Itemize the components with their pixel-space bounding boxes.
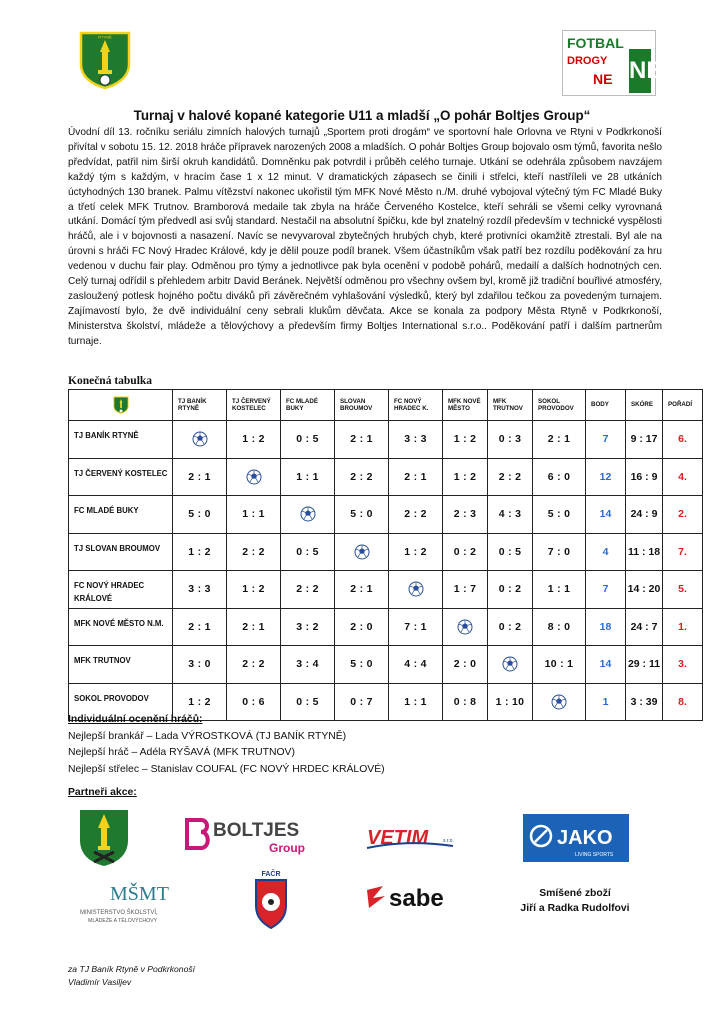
awards-section bbox=[68, 712, 628, 778]
header-team-1: TJ ČERVENÝ KOSTELEC bbox=[227, 390, 281, 421]
facr-name: FAČR bbox=[261, 871, 281, 878]
boltjes-sub: Group bbox=[269, 841, 305, 855]
intro-paragraph: Úvodní díl 13. ročníku seriálu zimních halových turnajů „Sportem proti drogám“ ve sportovní hale Orlovna ve Rtyni v Podkrkonoší přivítal v sobotu 15. 12. 2018 hráče přípravek narozených 2008 a mladších. O pohár Boltjes Group bojovalo osm týmů, favorita nešlo předvídat, patřil nim širší okruh kandidátů. Domněnku pak potvrdil i průběh celého turnaje. Utkání se odehrála způsobem navzájem každý tým s každým, v hracím čase 1 x 12 minut. V dramatických zápasech se činili i střelci, kteří nastříleli ve 28 utkáních úctyhodných 130 branek. Palmu vítězství nakonec ukořistil tým MFK Nové Město n./M. druhé vybojoval výtečný tým FC Mladé Buky a třetí celek MFK Trutnov. Bramborová medaile tak zbyla na hráče Červeného Kostelce, kteří sehráli se všemi celky vyrovnaná utkání. Domácí tým předvedl asi svůj standard. Nestačil na absolutní špičku, kde byl znatelný rozdíl především v technické vyspělosti hráčů, ale i v bojovnosti a nasazení. Navíc se nevyvaroval zbytečných hrubých chyb, které protivníci okamžitě ztrestali. Byl ale na úrovni s hráči FC Nový Hradec Králové, kdy je dělil pouze podíl branek. Všem účastníkům však patří bez rozdílu poděkování za hru vedenou v duchu fair play. Odměnou pro týmy a jednotlivce pak byla ocenění v podobě pohárů, medailí a dalších hodnotných cen. Celý turnaj odřídil s přehledem arbitr David Beránek. Největší odměnou pro všechny ovšem byl, kromě již tradiční bouřlivé atmosféry, zasloužený potlesk hojného počtu diváků při závěrečném vyhlašování výsledků, který byl zdařilou tečkou za povedeným turnajem. Zajímavostí bylo, že dvě individuální ceny sebrali klukům děvčata. Akce se konala za podpory Města Rtyně v Podkrkonoší, Ministerstva školství, mládeže a tělovýchovy a především firmy Boltjes International s.r.o.. Poděkování patří i dalším partnerům turnaje. bbox=[68, 127, 662, 347]
jako-name: JAKO bbox=[557, 827, 613, 849]
table-row bbox=[69, 608, 703, 646]
rank-cell: 5. bbox=[663, 571, 703, 609]
row-team-name: FC NOVÝ HRADEC KRÁLOVÉ bbox=[69, 571, 173, 609]
match-result-cell: 2 : 1 bbox=[533, 421, 586, 459]
match-result-cell: 0 : 6 bbox=[227, 683, 281, 721]
soccer-ball-icon bbox=[551, 694, 567, 710]
match-result-cell: 2 : 1 bbox=[173, 608, 227, 646]
rank-cell: 1. bbox=[663, 608, 703, 646]
match-result-cell: 4 : 4 bbox=[389, 646, 443, 684]
match-result-cell: 1 : 2 bbox=[443, 421, 488, 459]
award-item: Nejlepší brankář – Lada VÝROSTKOVÁ (TJ BANÍK RTYNĚ) bbox=[68, 730, 347, 742]
match-result-cell: 7 : 0 bbox=[533, 533, 586, 571]
score-total-cell: 9 : 17 bbox=[626, 421, 663, 459]
match-result-cell: 0 : 8 bbox=[443, 683, 488, 721]
tj-banik-rtyne-crest-icon bbox=[78, 30, 132, 90]
row-team-name: FC MLADÉ BUKY bbox=[69, 496, 173, 534]
match-result-cell: 5 : 0 bbox=[533, 496, 586, 534]
score-total-cell: 16 : 9 bbox=[626, 458, 663, 496]
match-result-cell: 2 : 1 bbox=[173, 458, 227, 496]
match-result-cell: 2 : 1 bbox=[335, 571, 389, 609]
match-result-cell: 2 : 1 bbox=[335, 421, 389, 459]
match-result-cell: 2 : 2 bbox=[335, 458, 389, 496]
award-item: Nejlepší hráč – Adéla RYŠAVÁ (MFK TRUTNOV) bbox=[68, 747, 295, 758]
match-result-cell: 2 : 2 bbox=[227, 646, 281, 684]
match-result-cell: 1 : 1 bbox=[389, 683, 443, 721]
rank-cell: 7. bbox=[663, 533, 703, 571]
soccer-ball-icon bbox=[408, 581, 424, 597]
match-result-cell: 1 : 2 bbox=[227, 571, 281, 609]
msmt-line2: MLÁDEŽE A TĚLOVÝCHOVY bbox=[88, 918, 158, 924]
table-row bbox=[69, 421, 703, 459]
self-match-cell bbox=[488, 646, 533, 684]
score-total-cell: 24 : 7 bbox=[626, 608, 663, 646]
header-score: SKÓRE bbox=[626, 390, 663, 421]
points-cell: 14 bbox=[586, 646, 626, 684]
sabe-logo bbox=[365, 882, 461, 912]
match-result-cell: 0 : 5 bbox=[281, 683, 335, 721]
match-result-cell: 5 : 0 bbox=[335, 496, 389, 534]
header-team-4: FC NOVÝ HRADEC K. bbox=[389, 390, 443, 421]
table-row bbox=[69, 458, 703, 496]
match-result-cell: 1 : 1 bbox=[281, 458, 335, 496]
self-match-cell bbox=[389, 571, 443, 609]
match-result-cell: 2 : 3 bbox=[443, 496, 488, 534]
rank-cell: 8. bbox=[663, 683, 703, 721]
fotbal-logo-line2: DROGY bbox=[567, 55, 608, 67]
page-title: Turnaj v halové kopané kategorie U11 a mladší „O pohár Boltjes Group“ bbox=[133, 108, 591, 123]
match-result-cell: 10 : 1 bbox=[533, 646, 586, 684]
awards-heading: Individuální ocenění hráčů: bbox=[68, 714, 203, 725]
row-team-name: TJ SLOVAN BROUMOV bbox=[69, 533, 173, 571]
match-result-cell: 5 : 0 bbox=[173, 496, 227, 534]
row-team-name: TJ ČERVENÝ KOSTELEC bbox=[69, 458, 173, 496]
sabe-name: sabe bbox=[389, 885, 444, 912]
points-cell: 14 bbox=[586, 496, 626, 534]
partners-heading: Partneři akce: bbox=[68, 787, 137, 798]
match-result-cell: 0 : 2 bbox=[488, 608, 533, 646]
soccer-ball-icon bbox=[354, 544, 370, 560]
header-team-2: FC MLADÉ BUKY bbox=[281, 390, 335, 421]
match-result-cell: 2 : 2 bbox=[227, 533, 281, 571]
row-team-name: TJ BANÍK RTYNĚ bbox=[69, 421, 173, 459]
self-match-cell bbox=[173, 421, 227, 459]
header-team-7: SOKOL PROVODOV bbox=[533, 390, 586, 421]
tj-banik-rtyne-crest-icon bbox=[113, 396, 129, 414]
header-rank: POŘADÍ bbox=[663, 390, 703, 421]
match-result-cell: 1 : 2 bbox=[389, 533, 443, 571]
match-result-cell: 0 : 5 bbox=[488, 533, 533, 571]
match-result-cell: 8 : 0 bbox=[533, 608, 586, 646]
match-result-cell: 1 : 2 bbox=[227, 421, 281, 459]
match-result-cell: 1 : 1 bbox=[227, 496, 281, 534]
soccer-ball-icon bbox=[502, 656, 518, 672]
match-result-cell: 2 : 1 bbox=[227, 608, 281, 646]
vetim-suffix: s.r.o. bbox=[443, 838, 454, 844]
fotbal-logo-line1: FOTBAL bbox=[567, 35, 624, 51]
match-result-cell: 2 : 1 bbox=[389, 458, 443, 496]
score-total-cell: 3 : 39 bbox=[626, 683, 663, 721]
match-result-cell: 0 : 2 bbox=[443, 533, 488, 571]
match-result-cell: 2 : 2 bbox=[488, 458, 533, 496]
table-title: Konečná tabulka bbox=[68, 375, 153, 387]
match-result-cell: 0 : 7 bbox=[335, 683, 389, 721]
score-total-cell: 29 : 11 bbox=[626, 646, 663, 684]
points-cell: 4 bbox=[586, 533, 626, 571]
match-result-cell: 0 : 3 bbox=[488, 421, 533, 459]
match-result-cell: 0 : 2 bbox=[488, 571, 533, 609]
results-body bbox=[69, 421, 703, 721]
self-match-cell bbox=[335, 533, 389, 571]
award-item: Nejlepší střelec – Stanislav COUFAL (FC NOVÝ HRDEC KRÁLOVÉ) bbox=[68, 763, 385, 775]
match-result-cell: 6 : 0 bbox=[533, 458, 586, 496]
match-result-cell: 1 : 1 bbox=[533, 571, 586, 609]
header-team-6: MFK TRUTNOV bbox=[488, 390, 533, 421]
score-total-cell: 24 : 9 bbox=[626, 496, 663, 534]
match-result-cell: 3 : 3 bbox=[389, 421, 443, 459]
table-row bbox=[69, 533, 703, 571]
header-points: BODY bbox=[586, 390, 626, 421]
score-total-cell: 11 : 18 bbox=[626, 533, 663, 571]
jako-sub: LIVING SPORTS bbox=[575, 852, 614, 858]
points-cell: 18 bbox=[586, 608, 626, 646]
soccer-ball-icon bbox=[192, 431, 208, 447]
match-result-cell: 4 : 3 bbox=[488, 496, 533, 534]
vetim-logo bbox=[365, 822, 465, 852]
points-cell: 7 bbox=[586, 571, 626, 609]
header-team-0: TJ BANÍK RTYNĚ bbox=[173, 390, 227, 421]
match-result-cell: 1 : 2 bbox=[173, 683, 227, 721]
row-team-name: MFK NOVÉ MĚSTO N.M. bbox=[69, 608, 173, 646]
rank-cell: 2. bbox=[663, 496, 703, 534]
msmt-line1: MINISTERSTVO ŠKOLSTVÍ, bbox=[80, 910, 158, 916]
table-row bbox=[69, 496, 703, 534]
match-result-cell: 3 : 3 bbox=[173, 571, 227, 609]
row-team-name: SOKOL PROVODOV bbox=[69, 683, 173, 721]
table-row bbox=[69, 571, 703, 609]
score-total-cell: 14 : 20 bbox=[626, 571, 663, 609]
points-cell: 1 bbox=[586, 683, 626, 721]
msmt-logo bbox=[78, 876, 188, 926]
table-row bbox=[69, 646, 703, 684]
match-result-cell: 2 : 2 bbox=[281, 571, 335, 609]
svg-text:RTYNĚ: RTYNĚ bbox=[98, 34, 112, 40]
match-result-cell: 5 : 0 bbox=[335, 646, 389, 684]
signature-line2: Vladimír Vasiljev bbox=[68, 977, 132, 987]
self-match-cell bbox=[443, 608, 488, 646]
match-result-cell: 7 : 1 bbox=[389, 608, 443, 646]
match-result-cell: 2 : 0 bbox=[335, 608, 389, 646]
row-team-name: MFK TRUTNOV bbox=[69, 646, 173, 684]
facr-logo bbox=[252, 868, 290, 930]
shop-partner bbox=[505, 886, 645, 916]
self-match-cell bbox=[227, 458, 281, 496]
svg-text:MŠMT: MŠMT bbox=[110, 883, 169, 905]
match-result-cell: 3 : 0 bbox=[173, 646, 227, 684]
match-result-cell: 1 : 2 bbox=[443, 458, 488, 496]
rank-cell: 6. bbox=[663, 421, 703, 459]
rank-cell: 3. bbox=[663, 646, 703, 684]
match-result-cell: 2 : 0 bbox=[443, 646, 488, 684]
match-result-cell: 3 : 2 bbox=[281, 608, 335, 646]
signature bbox=[68, 963, 195, 989]
points-cell: 7 bbox=[586, 421, 626, 459]
fotbal-logo-line3: NE bbox=[593, 71, 613, 87]
match-result-cell: 1 : 10 bbox=[488, 683, 533, 721]
jako-logo bbox=[523, 814, 629, 862]
points-cell: 12 bbox=[586, 458, 626, 496]
rtyne-coat-of-arms-icon bbox=[78, 808, 130, 868]
header-team-3: SLOVAN BROUMOV bbox=[335, 390, 389, 421]
match-result-cell: 3 : 4 bbox=[281, 646, 335, 684]
soccer-ball-icon bbox=[457, 619, 473, 635]
match-result-cell: 2 : 2 bbox=[389, 496, 443, 534]
boltjes-logo bbox=[183, 814, 313, 856]
results-table bbox=[68, 389, 703, 721]
fotbal-logo-side: NE bbox=[629, 49, 651, 93]
match-result-cell: 1 : 7 bbox=[443, 571, 488, 609]
soccer-ball-icon bbox=[246, 469, 262, 485]
self-match-cell bbox=[281, 496, 335, 534]
rank-cell: 4. bbox=[663, 458, 703, 496]
signature-line1: za TJ Baník Rtyně v Podkrkonoší bbox=[68, 964, 196, 974]
match-result-cell: 1 : 2 bbox=[173, 533, 227, 571]
boltjes-name: BOLTJES bbox=[213, 820, 300, 841]
fotbal-drogy-ne-logo bbox=[562, 30, 663, 96]
shop-line1: Smíšené zboží bbox=[539, 888, 611, 899]
table-corner bbox=[69, 390, 173, 421]
table-header-row bbox=[69, 390, 703, 421]
vetim-name: VETIM bbox=[367, 827, 429, 849]
shop-line2: Jiří a Radka Rudolfovi bbox=[520, 903, 630, 914]
soccer-ball-icon bbox=[300, 506, 316, 522]
match-result-cell: 0 : 5 bbox=[281, 533, 335, 571]
match-result-cell: 0 : 5 bbox=[281, 421, 335, 459]
header-team-5: MFK NOVÉ MĚSTO bbox=[443, 390, 488, 421]
